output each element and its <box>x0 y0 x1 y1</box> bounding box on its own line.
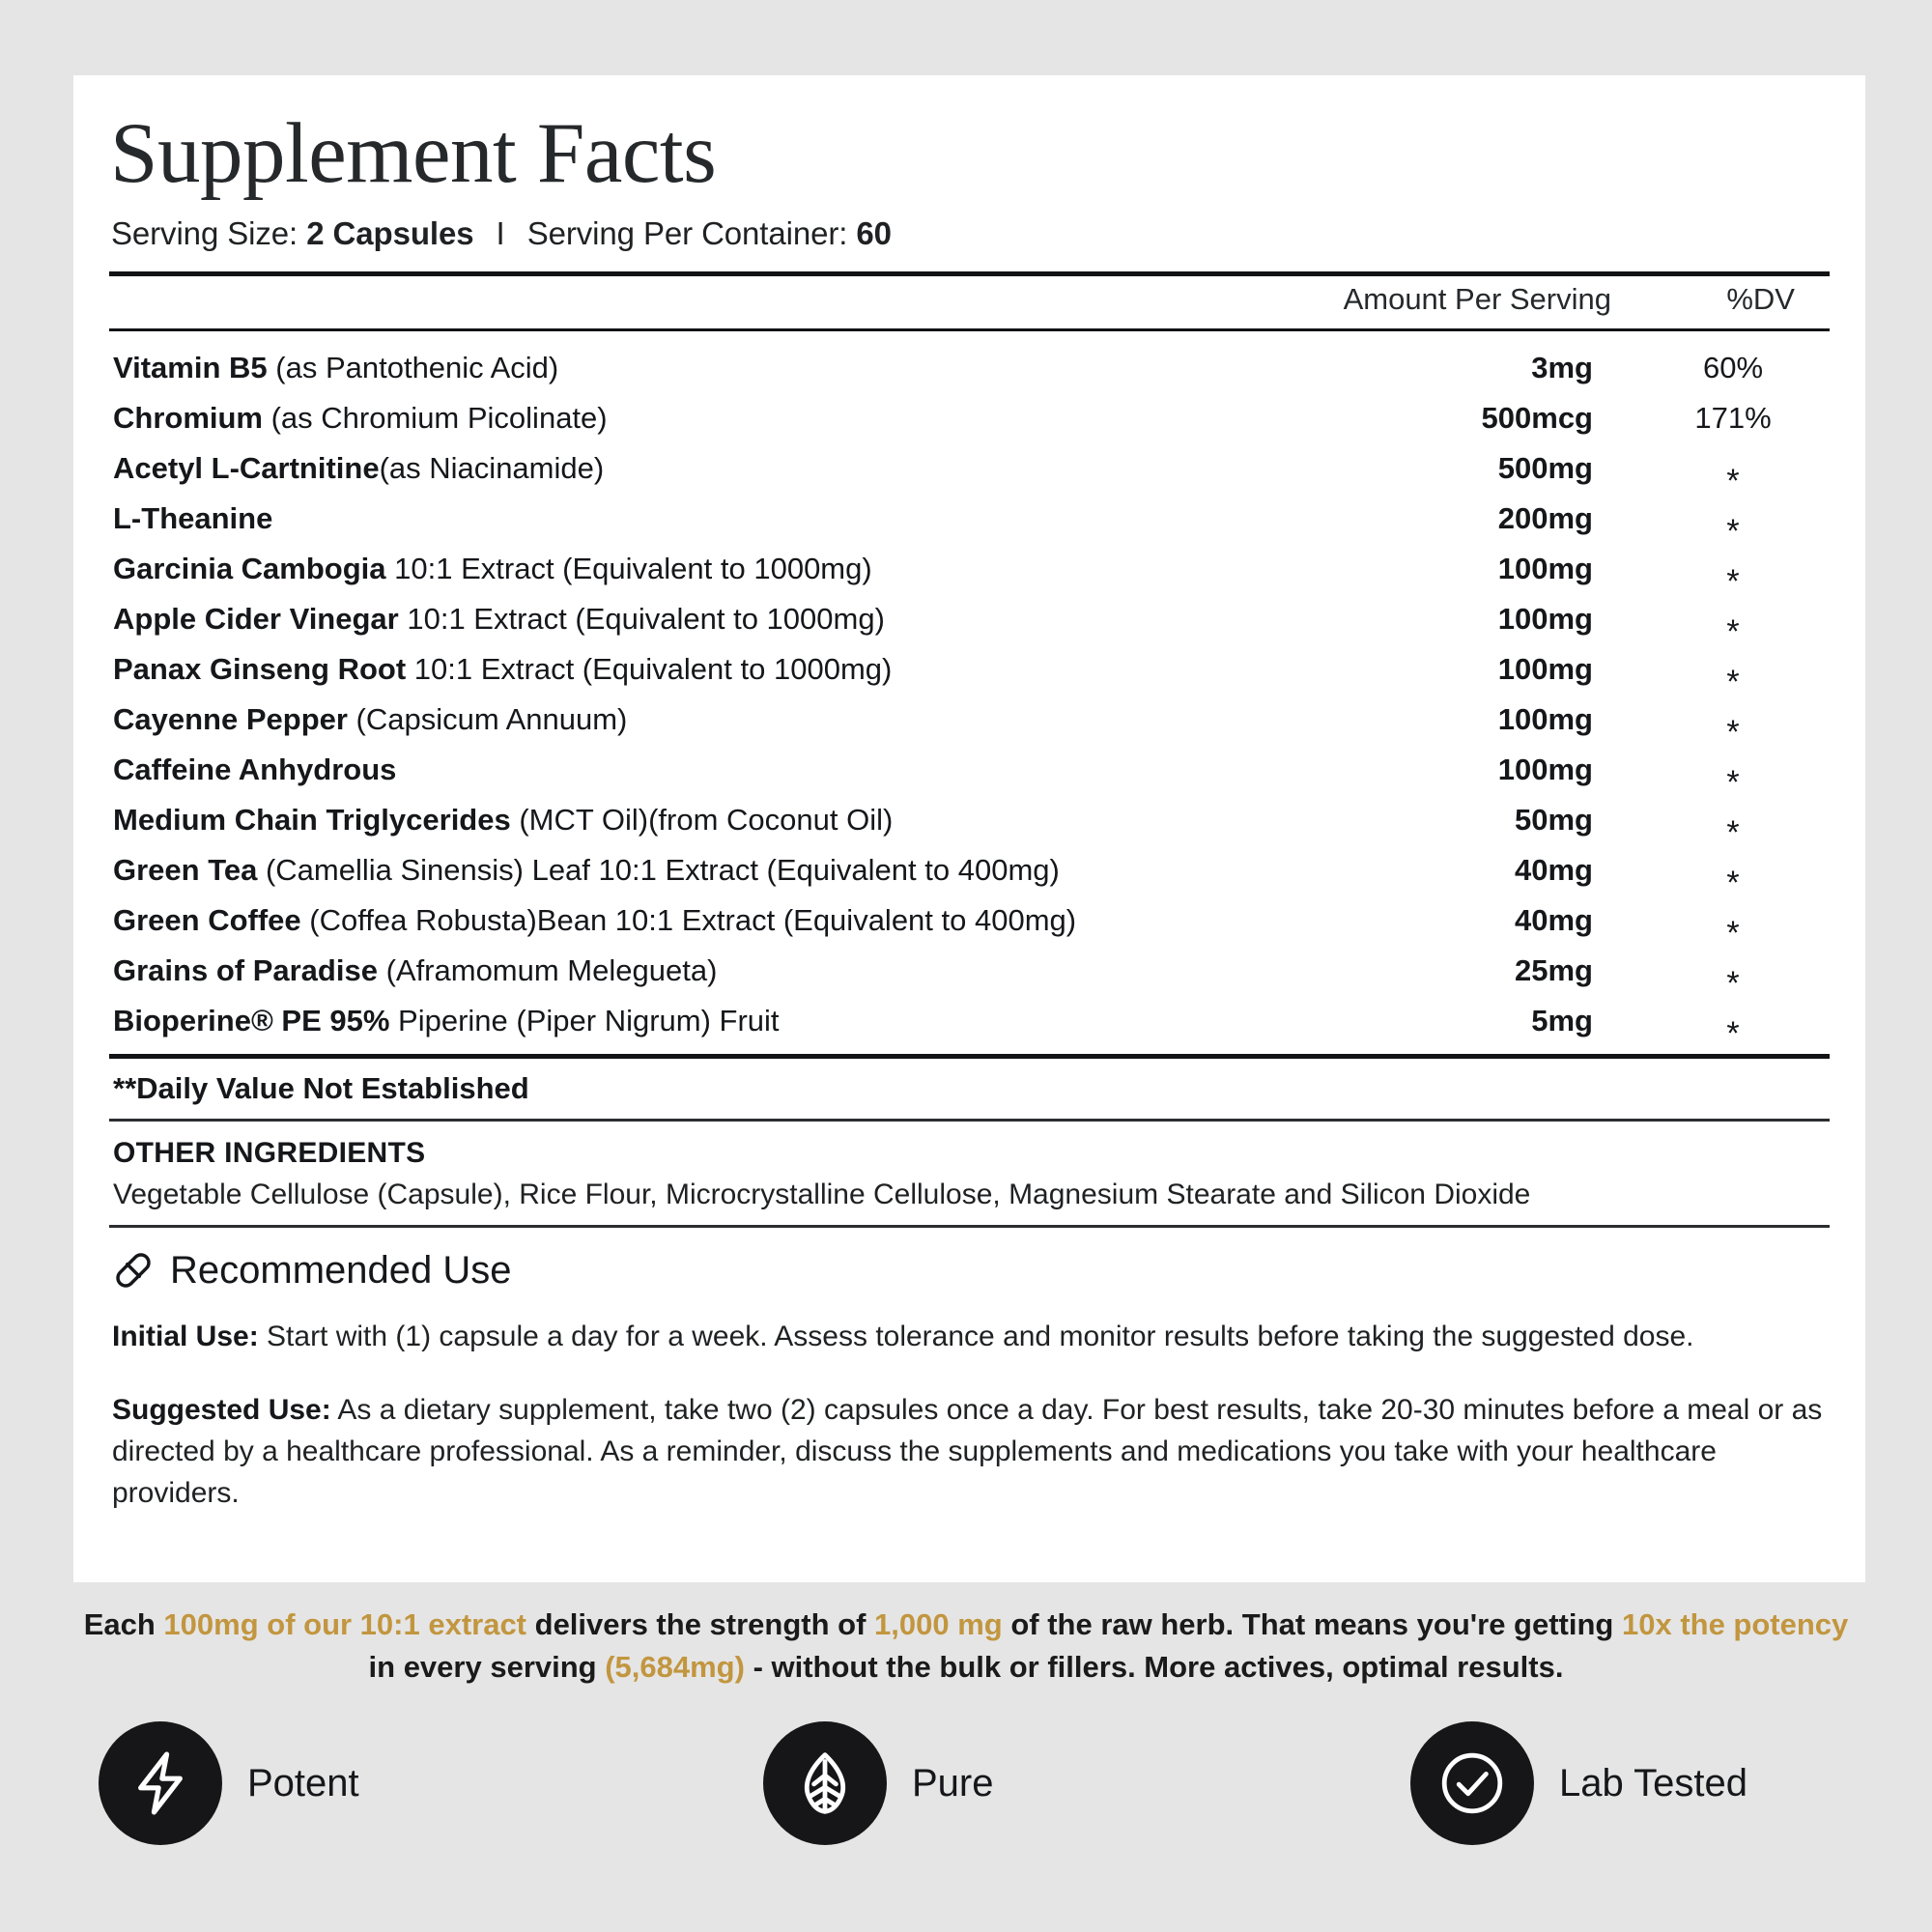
ingredient-name-detail: 10:1 Extract (Equivalent to 1000mg) <box>406 651 893 686</box>
ingredient-name <box>113 996 780 1046</box>
ingredient-name <box>113 393 608 443</box>
column-header-amount: Amount Per Serving <box>1343 281 1611 316</box>
ingredient-name-detail: (Camellia Sinensis) Leaf 10:1 Extract (Equivalent to 400mg) <box>257 852 1060 887</box>
table-row <box>109 443 1830 499</box>
table-header <box>109 276 1830 328</box>
ingredient-name <box>113 695 627 745</box>
ingredient-daily-value: * <box>1726 713 1740 751</box>
ingredient-daily-value: * <box>1726 813 1740 851</box>
ingredient-daily-value: 60% <box>1702 350 1764 384</box>
ingredient-name-detail: 10:1 Extract (Equivalent to 1000mg) <box>398 601 885 636</box>
potency-highlight-1: 100mg of our 10:1 extract <box>163 1607 527 1641</box>
ingredient-daily-value: * <box>1726 512 1740 550</box>
badge-potent-label: Potent <box>247 1761 359 1804</box>
initial-use-paragraph <box>112 1317 1829 1358</box>
ingredient-name-bold: Caffeine Anhydrous <box>113 752 397 786</box>
ingredient-daily-value: * <box>1726 964 1740 1002</box>
ingredient-name <box>113 845 1060 895</box>
ingredient-name-bold: Green Coffee <box>113 902 301 937</box>
ingredient-name-detail: 10:1 Extract (Equivalent to 1000mg) <box>385 551 872 585</box>
ingredient-name-bold: Cayenne Pepper <box>113 701 348 736</box>
ingredient-name-detail: (as Niacinamide) <box>379 450 605 485</box>
potency-highlight-2: 1,000 mg <box>874 1607 1003 1641</box>
recommended-use-header <box>112 1249 1833 1293</box>
other-ingredients-body: Vegetable Cellulose (Capsule), Rice Flour, Microcrystalline Cellulose, Magnesium Stearate and Silicon Dioxide <box>113 1178 1531 1210</box>
ingredient-amount: 200mg <box>1497 500 1593 535</box>
ingredient-name-bold: Apple Cider Vinegar <box>113 601 399 636</box>
ingredient-amount: 5mg <box>1531 1003 1593 1037</box>
ingredient-name <box>113 745 396 795</box>
ingredient-amount: 50mg <box>1515 802 1593 837</box>
divider-table-bottom <box>109 1054 1830 1059</box>
badge-lab-tested-label: Lab Tested <box>1559 1761 1747 1804</box>
potency-banner <box>77 1604 1855 1689</box>
serving-separator: I <box>496 214 505 251</box>
table-row <box>109 946 1830 1002</box>
ingredient-name-bold: Grains of Paradise <box>113 952 378 987</box>
ingredient-daily-value: 171% <box>1694 400 1772 435</box>
ingredient-amount: 100mg <box>1497 551 1593 585</box>
ingredient-amount: 40mg <box>1515 902 1593 937</box>
pill-capsule-icon <box>112 1249 155 1292</box>
ingredient-amount: 100mg <box>1497 752 1593 786</box>
suggested-use-text: As a dietary supplement, take two (2) capsules once a day. For best results, take 20-30 minutes before a meal or as directed by a healthcare professional. As a reminder, discuss the supplements and medications you take with your healthcare providers. <box>112 1394 1823 1509</box>
daily-value-note: **Daily Value Not Established <box>113 1070 529 1105</box>
page-title: Supplement Facts <box>110 106 717 201</box>
ingredient-name-bold: Garcinia Cambogia <box>113 551 386 585</box>
ingredient-daily-value: * <box>1726 763 1740 801</box>
ingredient-name-detail: (MCT Oil)(from Coconut Oil) <box>510 802 894 837</box>
badge-potent <box>77 1721 753 1845</box>
badge-pure-label: Pure <box>912 1761 994 1804</box>
ingredient-table <box>109 331 1830 1052</box>
ingredient-name-detail: Piperine (Piper Nigrum) Fruit <box>389 1003 780 1037</box>
ingredient-amount: 100mg <box>1497 701 1593 736</box>
serving-container-label: Serving Per Container: <box>526 214 848 251</box>
check-circle-icon <box>1410 1721 1534 1845</box>
ingredient-name-bold: Panax Ginseng Root <box>113 651 407 686</box>
ingredient-name-bold: L-Theanine <box>113 500 273 535</box>
divider-other-ingredients <box>109 1225 1830 1228</box>
ingredient-name <box>113 644 892 695</box>
ingredient-name-bold: Chromium <box>113 400 263 435</box>
table-row <box>109 745 1830 801</box>
ingredient-name-bold: Medium Chain Triglycerides <box>113 802 511 837</box>
ingredient-daily-value: * <box>1726 1014 1740 1052</box>
ingredient-amount: 500mcg <box>1481 400 1593 435</box>
ingredient-name-detail: (Capsicum Annuum) <box>347 701 628 736</box>
table-row <box>109 494 1830 550</box>
ingredient-daily-value: * <box>1726 562 1740 600</box>
other-ingredients-title: OTHER INGREDIENTS <box>113 1136 426 1169</box>
potency-highlight-4: (5,684mg) <box>605 1650 745 1685</box>
other-ingredients-block <box>109 1122 1830 1225</box>
initial-use-text: Start with (1) capsule a day for a week. Assess tolerance and monitor results before taking the suggested dose. <box>258 1320 1694 1352</box>
ingredient-daily-value: * <box>1726 663 1740 700</box>
table-row <box>109 343 1830 393</box>
serving-container-value: 60 <box>856 214 892 251</box>
ingredient-name-detail: (Aframomum Melegueta) <box>377 952 718 987</box>
ingredient-daily-value: * <box>1726 864 1740 901</box>
ingredient-amount: 40mg <box>1515 852 1593 887</box>
ingredient-amount: 3mg <box>1531 350 1593 384</box>
ingredient-daily-value: * <box>1726 462 1740 499</box>
table-row <box>109 644 1830 700</box>
ingredient-name-detail: (as Chromium Picolinate) <box>263 400 608 435</box>
ingredient-amount: 100mg <box>1497 601 1593 636</box>
ingredient-name <box>113 343 558 393</box>
table-row <box>109 845 1830 901</box>
ingredient-name-bold: Green Tea <box>113 852 258 887</box>
potency-text-1: Each <box>83 1607 164 1641</box>
ingredient-daily-value: * <box>1726 612 1740 650</box>
leaf-icon <box>763 1721 887 1845</box>
potency-text-5: - without the bulk or fillers. More actives, optimal results. <box>744 1650 1564 1685</box>
serving-size-value: 2 Capsules <box>306 214 474 251</box>
badge-lab-tested <box>1410 1721 1864 1845</box>
table-row <box>109 996 1830 1052</box>
ingredient-name <box>113 544 872 594</box>
ingredient-amount: 100mg <box>1497 651 1593 686</box>
ingredient-amount: 500mg <box>1497 450 1593 485</box>
potency-highlight-3: 10x the potency <box>1621 1607 1849 1641</box>
ingredient-name <box>113 895 1076 946</box>
suggested-use-label: Suggested Use: <box>112 1394 331 1427</box>
ingredient-name <box>113 494 272 544</box>
table-row <box>109 695 1830 751</box>
ingredient-name-detail: (as Pantothenic Acid) <box>267 350 559 384</box>
trust-badges <box>77 1721 1864 1845</box>
table-row <box>109 544 1830 600</box>
column-header-dv: %DV <box>1726 281 1795 316</box>
table-row <box>109 393 1830 443</box>
ingredient-name-bold: Acetyl L-Cartnitine <box>113 450 380 485</box>
badge-pure <box>753 1721 1410 1845</box>
ingredient-name-bold: Bioperine® PE 95% <box>113 1003 390 1037</box>
supplement-facts-card <box>73 75 1865 1582</box>
recommended-use-title: Recommended Use <box>170 1248 512 1292</box>
serving-info <box>111 215 1833 252</box>
ingredient-name <box>113 946 717 996</box>
potency-text-3: of the raw herb. That means you're getting <box>1002 1607 1622 1641</box>
potency-text-2: delivers the strength of <box>526 1607 875 1641</box>
ingredient-name <box>113 594 885 644</box>
table-row <box>109 795 1830 851</box>
ingredient-name-bold: Vitamin B5 <box>113 350 268 384</box>
lightning-bolt-icon <box>99 1721 222 1845</box>
ingredient-daily-value: * <box>1726 914 1740 952</box>
potency-text-4: in every serving <box>368 1650 606 1685</box>
serving-size-label: Serving Size: <box>111 214 298 251</box>
table-row <box>109 895 1830 952</box>
table-row <box>109 594 1830 650</box>
ingredient-name <box>113 443 604 494</box>
initial-use-label: Initial Use: <box>112 1320 259 1352</box>
ingredient-name <box>113 795 893 845</box>
ingredient-name-detail: (Coffea Robusta)Bean 10:1 Extract (Equivalent to 400mg) <box>300 902 1077 937</box>
suggested-use-paragraph <box>112 1390 1829 1514</box>
ingredient-amount: 25mg <box>1515 952 1593 987</box>
